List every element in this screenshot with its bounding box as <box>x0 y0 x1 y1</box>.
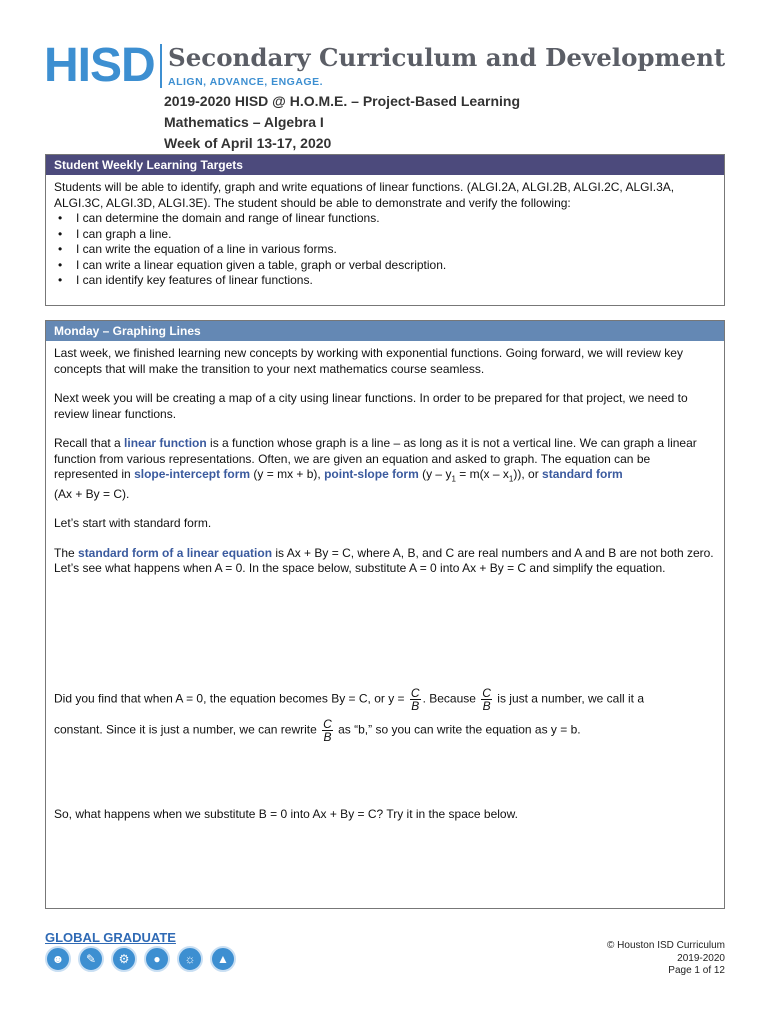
logo-tagline: ALIGN, ADVANCE, ENGAGE. <box>168 76 324 88</box>
monday-paragraph-4: Let’s start with standard form. <box>54 516 212 531</box>
gears-icon: ⚙ <box>111 946 137 972</box>
term-slope-intercept: slope-intercept form <box>134 467 251 481</box>
logo-brand: HISD <box>44 39 155 92</box>
monday-paragraph-7: constant. Since it is just a number, we can rewrite $\frac{C}{B}$ as “b,” so you can write the equation as y = b. <box>54 716 581 744</box>
footer-info <box>607 940 725 978</box>
term-point-slope: point-slope form <box>324 467 419 481</box>
monday-paragraph-3: Recall that a linear function is a function whose graph is a line – as long as it is not a vertical line. We can graph a linear function from various representations. Often, we are given an equation and asked to graph. The equation can be represented in slope-intercept form (y = mx + b), point-slope form $(y - y_1 = m(x - x_1))$, or standard form (Ax + By = C). <box>54 436 697 501</box>
target-item: • I can write a linear equation given a table, graph or verbal description. <box>76 258 716 274</box>
page-number: Page 1 of 12 <box>668 965 725 976</box>
targets-box <box>45 154 725 306</box>
doc-week: Week of April 13-17, 2020 <box>164 135 332 151</box>
monday-paragraph-2: Next week you will be creating a map of a city using linear functions. In order to be prepared for that project, we need to review linear functions. <box>54 391 688 421</box>
people-icon: ☻ <box>45 946 71 972</box>
lightbulb-icon: ☼ <box>177 946 203 972</box>
target-item: • I can identify key features of linear functions. <box>76 273 716 289</box>
fraction-c-over-b: $\frac{C}{B}$ <box>482 685 491 713</box>
graduation-cap-icon: ▲ <box>210 946 236 972</box>
term-standard-form: standard form <box>542 467 623 481</box>
fraction-c-over-b: $\frac{C}{B}$ <box>323 716 332 744</box>
clipboard-icon: ✎ <box>78 946 104 972</box>
chat-icon: ● <box>144 946 170 972</box>
copyright: © Houston ISD Curriculum <box>607 940 725 951</box>
work-space-2 <box>54 757 716 807</box>
monday-paragraph-5: The standard form of a linear equation is Ax + By = C, where A, B, and C are real numbers and A and B are not both zero. Let’s see what happens when A = 0. In the space below, substitute A = 0 into Ax + By = C and simplify the equation. <box>54 545 714 576</box>
targets-heading: Student Weekly Learning Targets <box>46 155 724 175</box>
logo-divider <box>160 44 162 88</box>
fraction-c-over-b: $\frac{C}{B}$ <box>410 685 420 713</box>
monday-heading: Monday – Graphing Lines <box>46 321 724 341</box>
doc-subject: Mathematics – Algebra I <box>164 114 324 130</box>
term-standard-form-linear: standard form of a linear equation <box>78 545 273 560</box>
doc-title: 2019-2020 HISD @ H.O.M.E. – Project-Based Learning <box>164 93 520 109</box>
logo-title: Secondary Curriculum and Development <box>168 43 726 72</box>
logo <box>44 40 734 92</box>
target-item: • I can write the equation of a line in various forms. <box>76 242 716 258</box>
monday-paragraph-8: So, what happens when we substitute B = 0 into Ax + By = C? Try it in the space below. <box>54 806 518 821</box>
targets-list <box>54 211 716 289</box>
footer-year: 2019-2020 <box>677 952 725 964</box>
global-graduate-link[interactable]: GLOBAL GRADUATE <box>45 930 176 945</box>
monday-box <box>45 320 725 909</box>
global-graduate-icons <box>45 946 236 972</box>
targets-intro: Students will be able to identify, graph and write equations of linear functions. (ALGI.2A, ALGI.2B, ALGI.2C, ALGI.3A, ALGI.3C, ALGI.3D, ALGI.3E). The student should be able to demonstrate and verify the following: <box>54 180 675 210</box>
target-item: • I can determine the domain and range of linear functions. <box>76 211 716 227</box>
work-space-1 <box>54 591 716 687</box>
monday-paragraph-6: Did you find that when A = 0, the equation becomes By = C, or y = $\frac{C}{B}$ . Because $\frac{C}{B}$ is just a number, we call it a <box>54 685 645 713</box>
term-linear-function: linear function <box>124 436 207 450</box>
monday-paragraph-1: Last week, we finished learning new concepts by working with exponential functions. Going forward, we will review key concepts that will make the transition to your next mathematics course seamless. <box>54 346 683 376</box>
target-item: • I can graph a line. <box>76 227 716 243</box>
